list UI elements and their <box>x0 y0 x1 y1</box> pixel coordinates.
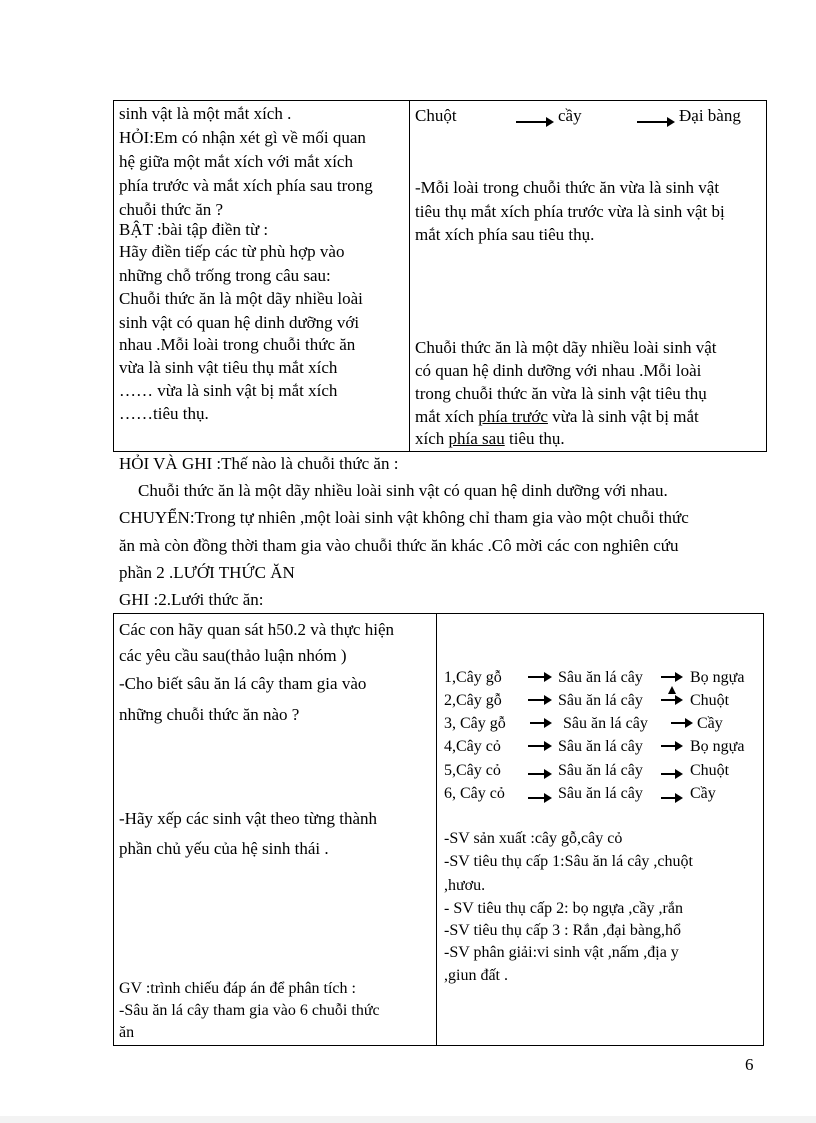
text-line: -SV tiêu thụ cấp 3 : Rắn ,đại bàng,hổ <box>444 922 681 939</box>
chain-item: Cầy <box>697 715 723 732</box>
text-segment: tiêu thụ. <box>504 429 565 448</box>
text-line: Chuỗi thức ăn là một dãy nhiều loài <box>119 289 363 308</box>
chain-item: Sâu ăn lá cây <box>558 669 643 686</box>
arrow-right-icon <box>530 722 550 724</box>
text-line: -SV sản xuất :cây gỗ,cây cỏ <box>444 830 623 847</box>
text-line: -Hãy xếp các sinh vật theo từng thành <box>119 809 377 828</box>
column-divider <box>436 614 437 1045</box>
text-line: Hãy điền tiếp các từ phù hợp vào <box>119 242 345 261</box>
text-line <box>415 406 699 428</box>
chain-item: Đại bàng <box>679 106 741 125</box>
arrow-right-icon <box>671 722 691 724</box>
arrow-right-icon <box>528 745 550 747</box>
arrow-right-icon <box>661 745 681 747</box>
text-line: Chuỗi thức ăn là một dãy nhiều loài sinh vật có quan hệ dinh dưỡng với nhau. <box>138 481 668 500</box>
chain-item: 3, Cây gỗ <box>444 715 506 732</box>
text-line: -SV phân giải:vi sinh vật ,nấm ,địa y <box>444 944 679 961</box>
text-line: mắt xích phía sau tiêu thụ. <box>415 225 595 244</box>
arrow-right-icon <box>661 699 681 701</box>
text-line: phần chủ yếu của hệ sinh thái . <box>119 839 329 858</box>
text-line: trong chuỗi thức ăn vừa là sinh vật tiêu thụ <box>415 384 707 403</box>
chain-item: Sâu ăn lá cây <box>558 692 643 709</box>
chain-item: Sâu ăn lá cây <box>558 762 643 779</box>
chain-item: 1,Cây gỗ <box>444 669 502 686</box>
text-line: -Mỗi loài trong chuỗi thức ăn vừa là sinh vật <box>415 178 720 197</box>
arrow-up-icon <box>668 686 676 694</box>
underlined-answer: phía sau <box>448 429 505 448</box>
text-line: ……tiêu thụ. <box>119 404 209 423</box>
text-line: vừa là sinh vật tiêu thụ mắt xích <box>119 358 338 377</box>
text-line: những chuỗi thức ăn nào ? <box>119 705 300 724</box>
arrow-right-icon <box>516 121 552 123</box>
text-line: HỎI:Em có nhận xét gì về mối quan <box>119 128 366 147</box>
text-line: ,hươu. <box>444 877 486 894</box>
text-line <box>415 428 565 450</box>
text-line: hệ giữa một mắt xích với mắt xích <box>119 152 353 171</box>
arrow-right-icon <box>661 676 681 678</box>
text-line: …… vừa là sinh vật bị mắt xích <box>119 381 338 400</box>
chain-item: cầy <box>558 106 582 125</box>
text-line: phía trước và mắt xích phía sau trong <box>119 176 373 195</box>
text-line: sinh vật là một mắt xích . <box>119 104 292 123</box>
text-segment: vừa là sinh vật bị mắt <box>547 407 699 426</box>
chain-item: Chuột <box>690 762 730 779</box>
text-line: phần 2 .LƯỚI THỨC ĂN <box>119 563 295 582</box>
text-line: chuỗi thức ăn ? <box>119 200 224 219</box>
chain-item: Sâu ăn lá cây <box>563 715 648 732</box>
text-line: Các con hãy quan sát h50.2 và thực hiện <box>119 620 394 639</box>
chain-item: Chuột <box>415 106 457 125</box>
text-line: -Sâu ăn lá cây tham gia vào 6 chuỗi thức <box>119 1002 380 1019</box>
chain-item: Sâu ăn lá cây <box>558 785 643 802</box>
underlined-answer: phía trước <box>478 407 548 426</box>
arrow-right-icon <box>528 773 550 775</box>
chain-item: Cầy <box>690 785 716 802</box>
arrow-right-icon <box>661 773 681 775</box>
chain-item: Sâu ăn lá cây <box>558 738 643 755</box>
text-line: nhau .Mỗi loài trong chuỗi thức ăn <box>119 335 356 354</box>
text-line: GHI :2.Lưới thức ăn: <box>119 590 264 609</box>
arrow-right-icon <box>661 797 681 799</box>
text-line: ăn <box>119 1024 135 1041</box>
page-number: 6 <box>745 1055 754 1074</box>
text-line: Chuỗi thức ăn là một dãy nhiều loài sinh vật <box>415 338 717 357</box>
column-divider <box>409 101 410 451</box>
arrow-right-icon <box>637 121 673 123</box>
text-line: sinh vật có quan hệ dinh dưỡng với <box>119 313 360 332</box>
chain-item: 5,Cây cỏ <box>444 762 501 779</box>
text-line: CHUYỂN:Trong tự nhiên ,một loài sinh vật không chỉ tham gia vào một chuỗi thức <box>119 508 689 527</box>
page-footer-strip <box>0 1116 816 1123</box>
arrow-right-icon <box>528 699 550 701</box>
text-line: - SV tiêu thụ cấp 2: bọ ngựa ,cầy ,rắn <box>444 900 683 917</box>
text-line: những chỗ trống trong câu sau: <box>119 266 331 285</box>
text-line: GV :trình chiếu đáp án để phân tích : <box>119 980 356 997</box>
text-line: ăn mà còn đồng thời tham gia vào chuỗi thức ăn khác .Cô mời các con nghiên cứu <box>119 536 679 555</box>
arrow-right-icon <box>528 676 550 678</box>
chain-item: 4,Cây cỏ <box>444 738 501 755</box>
text-line: ,giun đất . <box>444 967 508 984</box>
chain-item: 6, Cây cỏ <box>444 785 505 802</box>
text-line: có quan hệ dinh dưỡng với nhau .Mỗi loài <box>415 361 702 380</box>
text-line: tiêu thụ mắt xích phía trước vừa là sinh vật bị <box>415 202 725 221</box>
text-line: BẬT :bài tập điền từ : <box>119 220 269 239</box>
chain-item: Bọ ngựa <box>690 738 745 755</box>
chain-item: 2,Cây gỗ <box>444 692 502 709</box>
text-line: -SV tiêu thụ cấp 1:Sâu ăn lá cây ,chuột <box>444 853 693 870</box>
text-line: -Cho biết sâu ăn lá cây tham gia vào <box>119 674 367 693</box>
chain-item: Chuột <box>690 692 730 709</box>
chain-item: Bọ ngựa <box>690 669 745 686</box>
arrow-right-icon <box>528 797 550 799</box>
text-segment: mắt xích <box>415 407 479 426</box>
text-line: HỎI VÀ GHI :Thế nào là chuỗi thức ăn : <box>119 454 399 473</box>
text-line: các yêu cầu sau(thảo luận nhóm ) <box>119 646 347 665</box>
text-segment: xích <box>415 429 449 448</box>
